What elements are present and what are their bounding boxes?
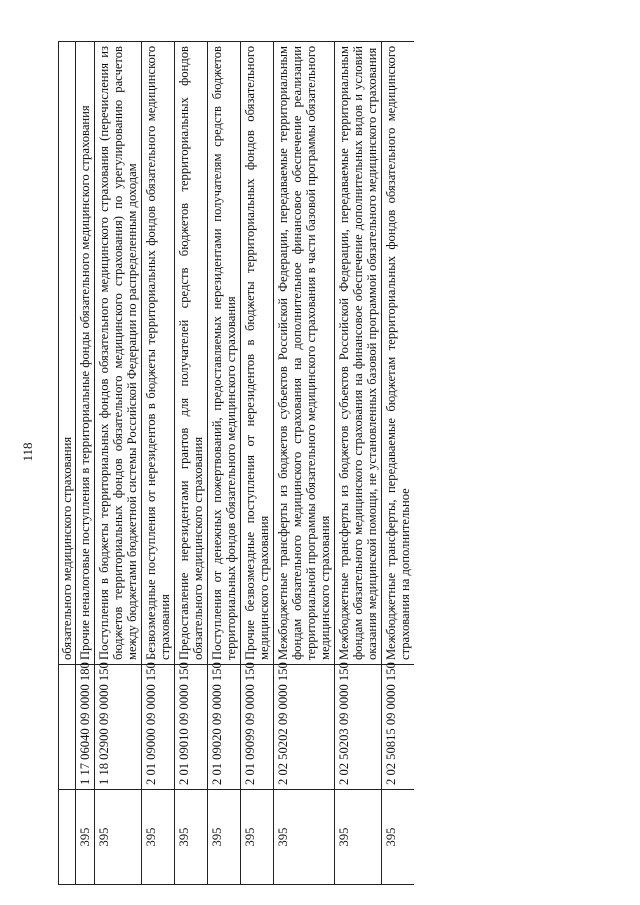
budget-code-cell xyxy=(59,665,76,790)
table-row-continuation xyxy=(59,42,76,885)
name-cell: обязательного медицинского страхования xyxy=(59,42,76,665)
admin-code-cell: 395 xyxy=(142,790,175,885)
table-row xyxy=(95,42,142,885)
table-row xyxy=(382,42,415,885)
budget-code-cell: 1 18 02900 09 0000 150 xyxy=(95,665,142,790)
admin-code-cell: 395 xyxy=(208,790,241,885)
admin-code-cell: 395 xyxy=(274,790,335,885)
admin-code-cell: 395 xyxy=(175,790,208,885)
name-cell: Межбюджетные трансферты из бюджетов субъектов Российской Федерации, передаваемые территориальным фондам обязательного медицинского страхования на дополнительное финансовое обеспечение реализации территориальной программы обязательного медицинского страхования в части базовой программы обязательного медицинского страхования xyxy=(274,42,335,665)
table-row xyxy=(175,42,208,885)
budget-codes-table xyxy=(58,41,414,885)
budget-code-cell: 2 02 50203 09 0000 150 xyxy=(335,665,382,790)
table-row xyxy=(208,42,241,885)
name-cell: Предоставление нерезидентами грантов для получателей средств бюджетов территориальных фондов обязательного медицинского страхования xyxy=(175,42,208,665)
budget-code-cell: 1 17 06040 09 0000 180 xyxy=(76,665,95,790)
budget-code-cell: 2 01 09000 09 0000 150 xyxy=(142,665,175,790)
name-cell: Межбюджетные трансферты из бюджетов субъектов Российской Федерации, передаваемые территориальным фондам обязательного медицинского страхования на финансовое обеспечение дополнительных видов и условий оказания медицинской помощи, не установленных базовой программой обязательного медицинского страхования xyxy=(335,42,382,665)
name-cell: Прочие неналоговые поступления в территориальные фонды обязательного медицинского страхования xyxy=(76,42,95,665)
admin-code-cell: 395 xyxy=(95,790,142,885)
admin-code-cell: 395 xyxy=(76,790,95,885)
table-row xyxy=(335,42,382,885)
admin-code-cell: 395 xyxy=(335,790,382,885)
page-number: 118 xyxy=(20,442,35,462)
table-row xyxy=(142,42,175,885)
name-cell: Поступления от денежных пожертвований, предоставляемых нерезидентами получателям средств бюджетов территориальных фондов обязательного медицинского страхования xyxy=(208,42,241,665)
table-body xyxy=(59,42,415,885)
table-row xyxy=(274,42,335,885)
budget-code-cell: 2 01 09099 09 0000 150 xyxy=(241,665,274,790)
name-cell: Безвозмездные поступления от нерезидентов в бюджеты территориальных фондов обязательного медицинского страхования xyxy=(142,42,175,665)
admin-code-cell: 395 xyxy=(382,790,415,885)
name-cell: Поступления в бюджеты территориальных фондов обязательного медицинского страхования (перечисления из бюджетов территориальных фондов обязательного медицинского страхования) по урегулированию расчетов между бюджетами бюджетной системы Российской Федерации по распределенным доходам xyxy=(95,42,142,665)
budget-code-cell: 2 01 09010 09 0000 150 xyxy=(175,665,208,790)
table-row xyxy=(76,42,95,885)
admin-code-cell: 395 xyxy=(241,790,274,885)
name-cell: Межбюджетные трансферты, передаваемые бюджетам территориальных фондов обязательного медицинского страхования на дополнительное xyxy=(382,42,415,665)
name-cell: Прочие безвозмездные поступления от нерезидентов в бюджеты территориальных фондов обязательного медицинского страхования xyxy=(241,42,274,665)
admin-code-cell xyxy=(59,790,76,885)
table-row xyxy=(241,42,274,885)
budget-code-cell: 2 02 50815 09 0000 150 xyxy=(382,665,415,790)
budget-code-cell: 2 01 09020 09 0000 150 xyxy=(208,665,241,790)
budget-code-cell: 2 02 50202 09 0000 150 xyxy=(274,665,335,790)
